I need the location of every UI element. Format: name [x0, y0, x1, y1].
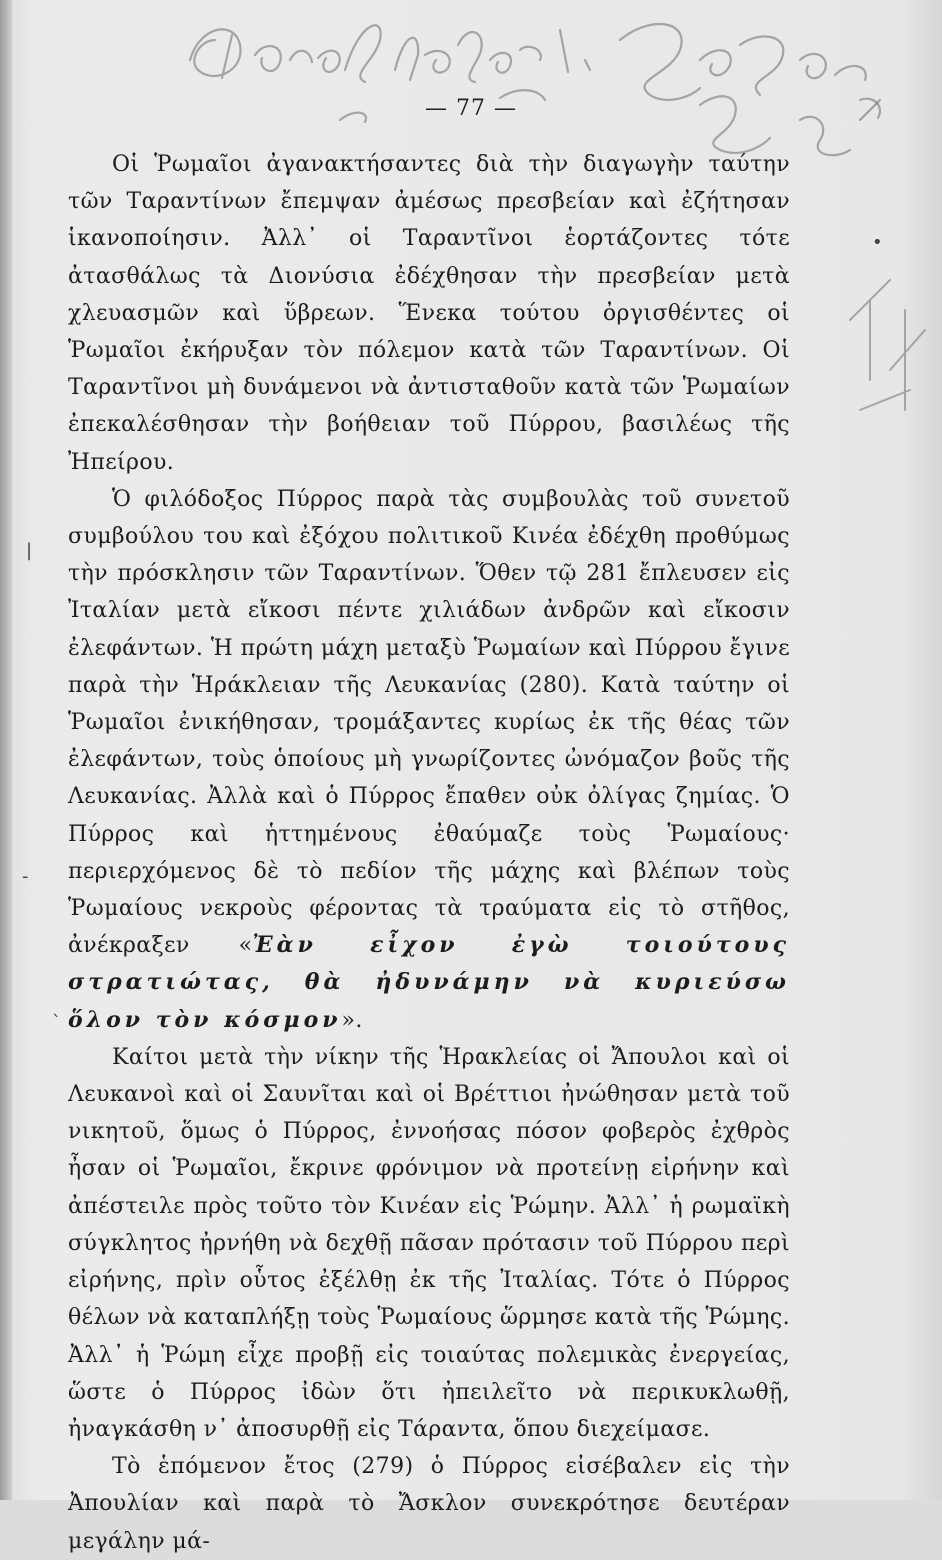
paragraph-2-text: Ὁ φιλόδοξος Πύρρος παρὰ τὰς συμβουλὰς τοῦ συνετοῦ συμβούλου του καὶ ἐξόχου πολιτικοῦ Κινέα ἐδέχθη προθύμως τὴν πρόσκλησιν τῶν Ταραντίνων. Ὅθεν τῷ 281 ἔπλευσεν εἰς Ἰταλίαν μετὰ εἴκοσι πέντε χιλιάδων ἀνδρῶν καὶ εἴκοσιν ἐλεφάντων. Ἡ πρώτη μάχη μεταξὺ Ῥωμαίων καὶ Πύρρου ἔγινε παρὰ τὴν Ἡράκλειαν τῆς Λευκανίας (280). Κατὰ ταύτην οἱ Ῥωμαῖοι ἐνικήθησαν, τρομάξαντες κυρίως ἐκ τῆς θέας τῶν ἐλεφάντων, τοὺς ὁποίους μὴ γνωρίζοντες ὠνόμαζον βοῦς τῆς Λευκανίας. Ἀλλὰ καὶ ὁ Πύρρος ἔπαθεν οὐκ ὀλίγας ζημίας. Ὁ Πύρρος καὶ ἡττημένους ἐθαύμαζε τοὺς Ῥωμαίους· περιερχόμενος δὲ τὸ πεδίον τῆς μάχης καὶ βλέπων τοὺς Ῥωμαίους νεκροὺς φέροντας τὰ τραύματα εἰς τὸ στῆθος, ἀνέκραξεν «	[68, 486, 790, 959]
paragraph-3: Καίτοι μετὰ τὴν νίκην τῆς Ἡρακλείας οἱ Ἄπουλοι καὶ οἱ Λευκανοὶ καὶ οἱ Σαυνῖται καὶ οἱ Βρέττιοι ἠνώθησαν μετὰ τοῦ νικητοῦ, ὅμως ὁ Πύρρος, ἐννοήσας πόσον φοβερὸς ἐχθρὸς ἦσαν οἱ Ῥωμαῖοι, ἔκρινε φρόνιμον νὰ προτείνῃ εἰρήνην καὶ ἀπέστειλε πρὸς τοῦτο τὸν Κινέαν εἰς Ῥώμην. Ἀλλ᾽ ἡ ρωμαϊκὴ σύγκλητος ἠρνήθη νὰ δεχθῇ πᾶσαν πρότασιν τοῦ Πύρρου περὶ εἰρήνης, πρὶν οὗτος ἐξέλθῃ ἐκ τῆς Ἰταλίας. Τότε ὁ Πύρρος θέλων νὰ καταπλήξῃ τοὺς Ῥωμαίους ὥρμησε κατὰ τῆς Ῥώμης. Ἀλλ᾽ ἡ Ῥώμη εἶχε προβῇ εἰς τοιαύτας πολεμικὰς ἐνεργείας, ὥστε ὁ Πύρρος ἰδὼν ὅτι ἠπειλεῖτο νὰ περικυκλωθῇ, ἠναγκάσθη ν᾽ ἀποσυρθῇ εἰς Τάραντα, ὅπου διεχείμασε.	[68, 1044, 790, 1442]
body-text	[68, 146, 790, 1560]
paragraph-2-end: ».	[341, 1007, 363, 1033]
margin-tick: |	[26, 540, 33, 561]
margin-dot: •	[872, 232, 883, 253]
page-number: — 77 —	[425, 96, 517, 121]
paragraph-4: Τὸ ἑπόμενον ἔτος (279) ὁ Πύρρος εἰσέβαλεν εἰς τὴν Ἀπουλίαν καὶ παρὰ τὸ Ἄσκλον συνεκρότησε δευτέραν μεγάλην μά-	[68, 1454, 790, 1554]
page-binding-edge	[0, 0, 12, 1500]
margin-tick-2: `	[52, 1012, 61, 1033]
paragraph-2	[68, 481, 790, 1039]
pyrrhus-quote: Ἐὰν εἶχον ἐγὼ τοιούτους στρατιώτας, θὰ ἠδυνάμην νὰ κυριεύσω ὅλον τὸν κόσμον	[68, 932, 790, 1033]
margin-dash: -	[22, 866, 29, 887]
paragraph-1: Οἱ Ῥωμαῖοι ἀγανακτήσαντες διὰ τὴν διαγωγὴν ταύτην τῶν Ταραντίνων ἔπεμψαν ἀμέσως πρεσβείαν καὶ ἐζήτησαν ἱκανοποίησιν. Ἀλλ᾽ οἱ Ταραντῖνοι ἑορτάζοντες τότε ἀτασθάλως τὰ Διονύσια ἐδέχθησαν τὴν πρεσβείαν μετὰ χλευασμῶν καὶ ὕβρεων. Ἕνεκα τούτου ὀργισθέντες οἱ Ῥωμαῖοι ἐκήρυξαν τὸν πόλεμον κατὰ τῶν Ταραντίνων. Οἱ Ταραντῖνοι μὴ δυνάμενοι νὰ ἀντισταθοῦν κατὰ τῶν Ῥωμαίων ἐπεκαλέσθησαν τὴν βοήθειαν τοῦ Πύρρου, βασιλέως τῆς Ἠπείρου.	[68, 152, 790, 475]
margin-pencil-mark	[830, 260, 940, 460]
